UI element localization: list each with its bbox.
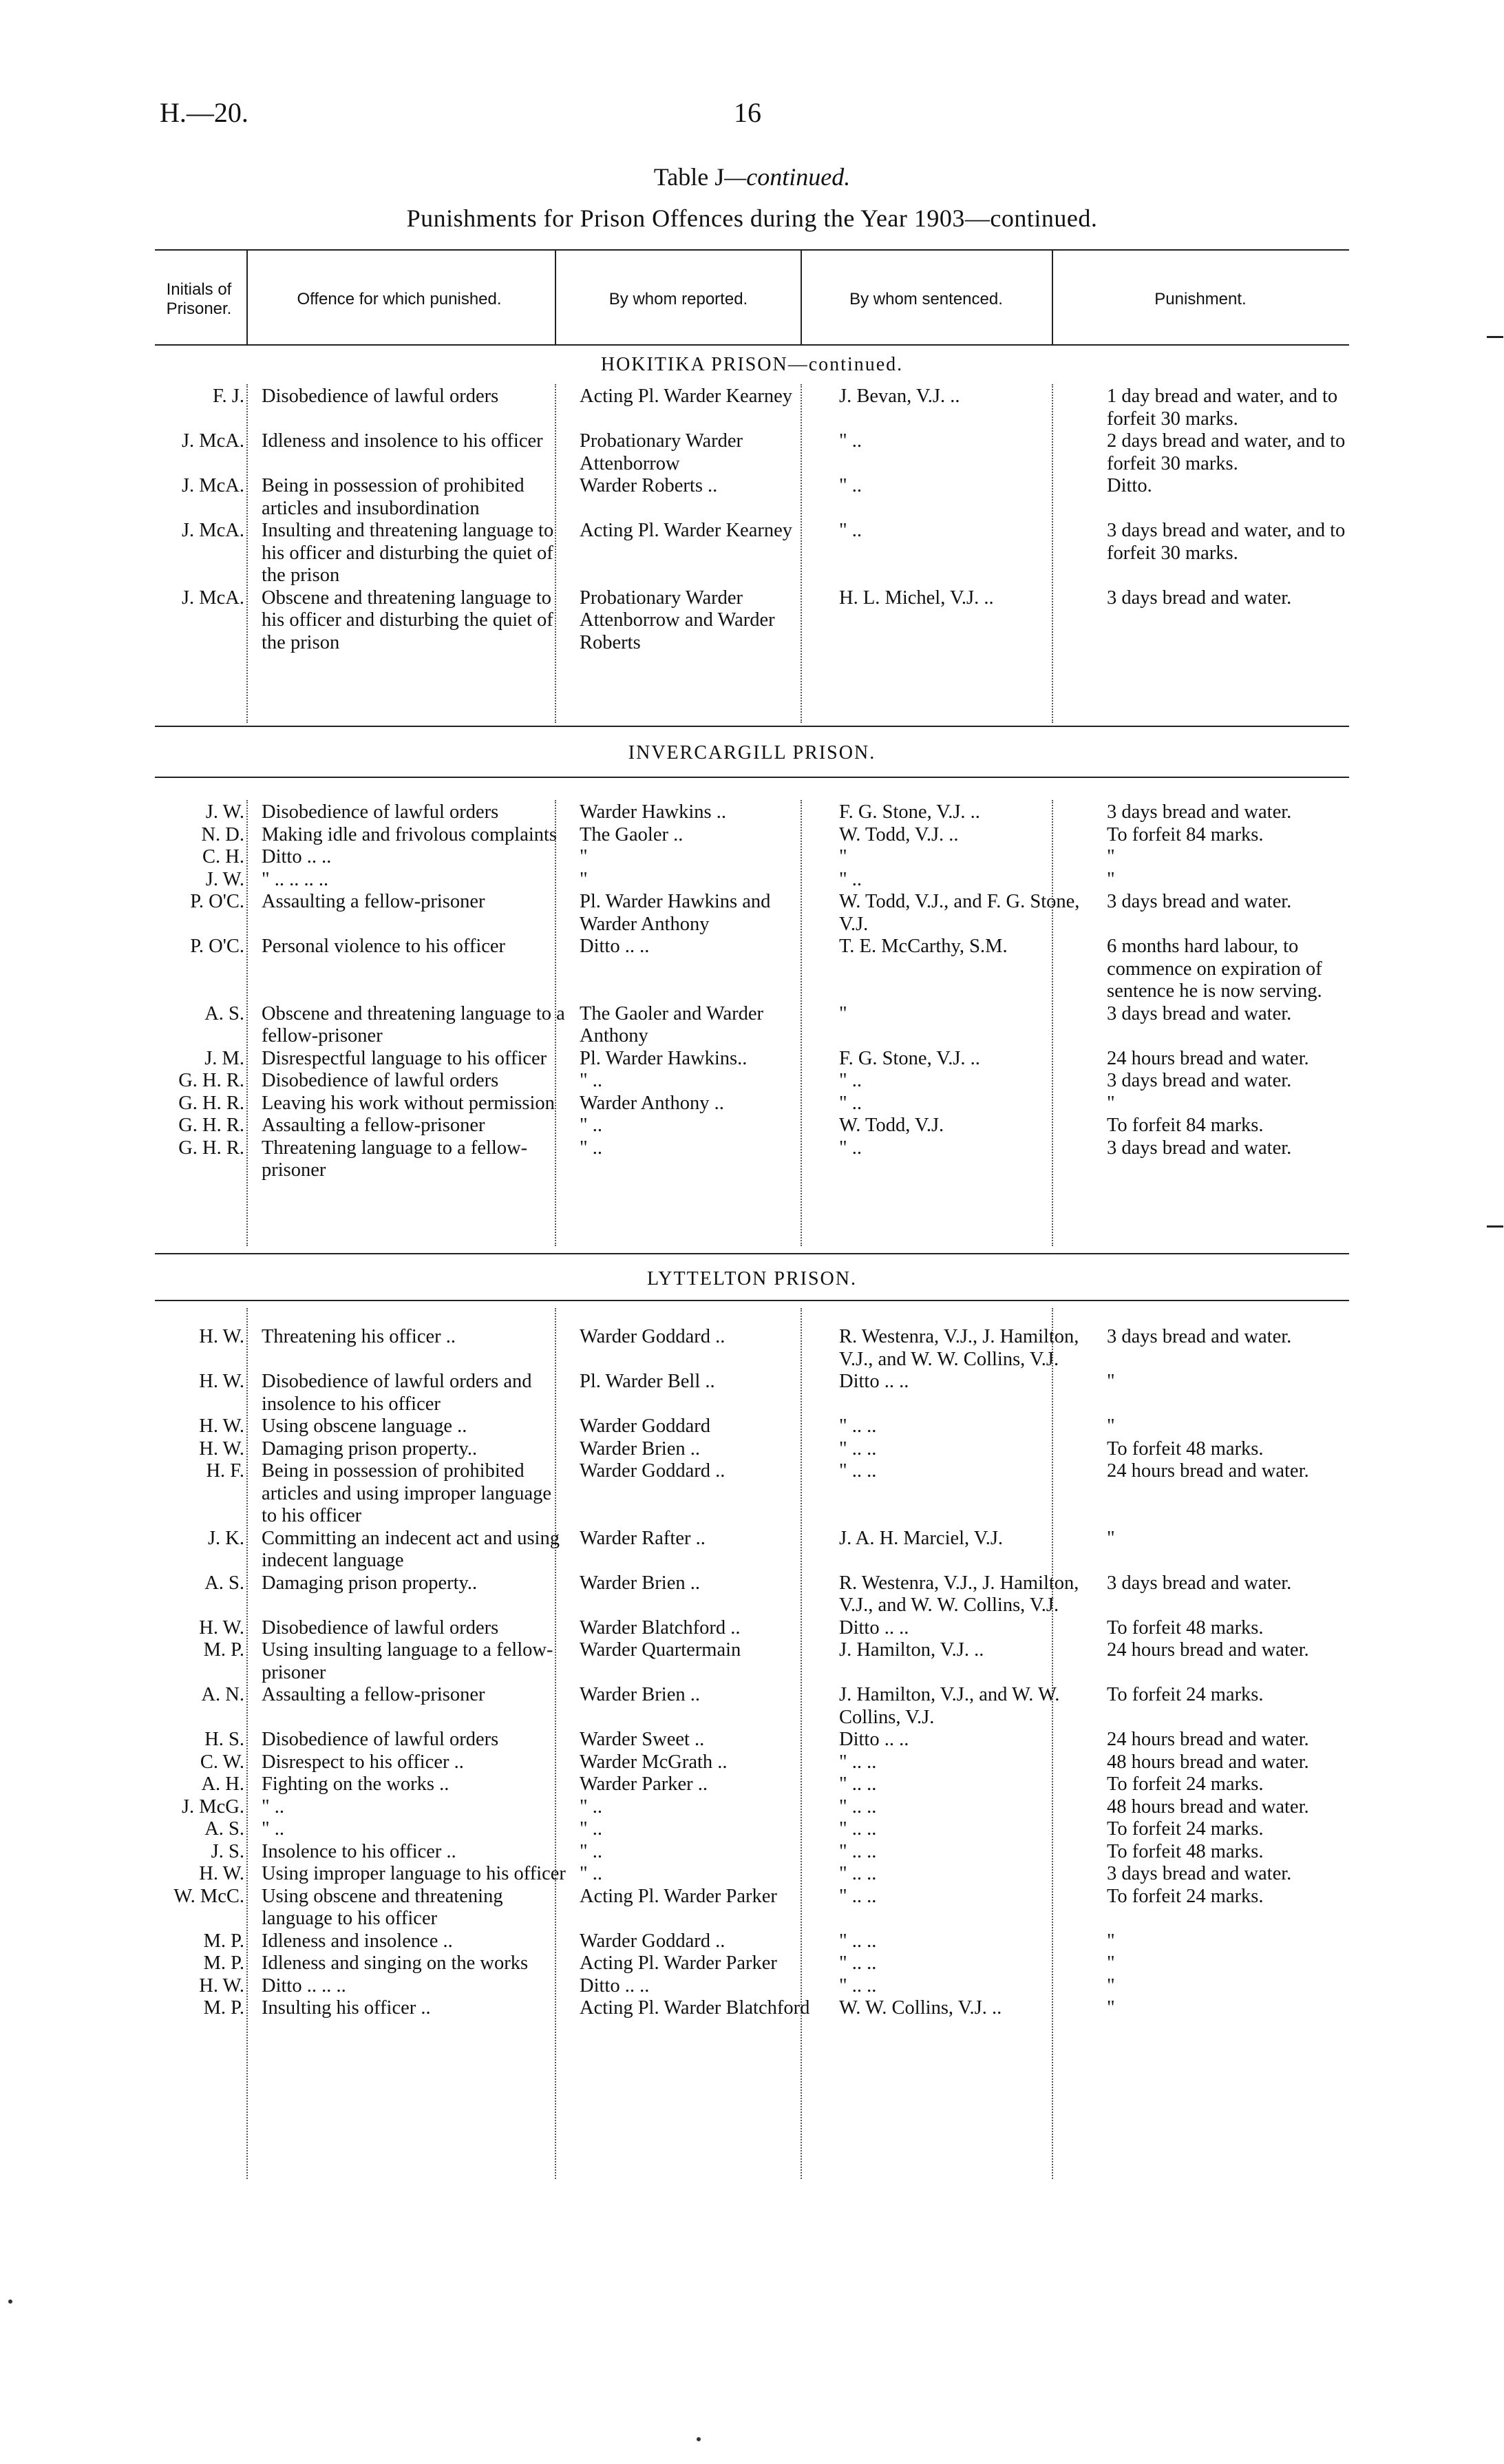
punishment-cell: 3 days bread and water. (1107, 1002, 1292, 1024)
reported-by-cell: Warder Brien .. (580, 1684, 700, 1705)
sentenced-by-cell: " (839, 846, 847, 867)
sentenced-by-cell: " .. (839, 475, 862, 496)
sentenced-by-cell: W. Todd, V.J. (839, 1115, 944, 1136)
sentenced-by-cell: R. Westenra, V.J., J. Hamilton, V.J., and W. W. Collins, V.J. (839, 1326, 1079, 1370)
initials-cell: M. P. (203, 1952, 244, 1974)
initials-cell: N. D. (201, 823, 244, 845)
offence-cell: Being in possession of prohibited articles and using improper language to his officer (262, 1460, 552, 1526)
offence-cell: Insulting and threatening language to his officer and disturbing the quiet of the prison (262, 520, 554, 586)
reported-by-cell: Pl. Warder Bell .. (580, 1371, 715, 1392)
column-header-sentenced: By whom sentenced. (849, 290, 1003, 309)
sentenced-by-cell: " .. .. (839, 1818, 877, 1840)
offence-cell: Ditto .. .. .. (262, 1975, 346, 1997)
column-header-offence: Offence for which punished. (297, 290, 502, 309)
punishment-cell: " (1107, 1092, 1115, 1114)
reported-by-cell: " (580, 846, 588, 867)
initials-cell: G. H. R. (178, 1115, 244, 1136)
punishment-cell: To forfeit 48 marks. (1107, 1840, 1264, 1862)
sentenced-by-cell: J. Hamilton, V.J., and W. W. Collins, V.J. (839, 1684, 1060, 1728)
offence-cell: Damaging prison property.. (262, 1572, 478, 1594)
initials-cell: H. W. (199, 1326, 244, 1347)
punishment-cell: To forfeit 84 marks. (1107, 823, 1264, 845)
reported-by-cell: The Gaoler .. (580, 823, 684, 845)
sentenced-by-cell: H. L. Michel, V.J. .. (839, 587, 994, 609)
offence-cell: Personal violence to his officer (262, 936, 506, 957)
reported-by-cell: Warder Sweet .. (580, 1729, 705, 1750)
initials-cell: M. P. (203, 1997, 244, 2019)
initials-cell: J. W. (205, 801, 244, 823)
punishment-cell: " (1107, 846, 1115, 867)
table-row (0, 1093, 1349, 1115)
offence-cell: Idleness and singing on the works (262, 1952, 529, 1974)
punishment-cell: 3 days bread and water. (1107, 1137, 1292, 1159)
reported-by-cell: " .. (580, 1840, 603, 1862)
reported-by-cell: Probationary Warder Attenborrow (580, 430, 743, 474)
table-row (0, 824, 1349, 847)
sentenced-by-cell: " .. .. (839, 1751, 877, 1773)
initials-cell: J. McA. (181, 430, 244, 452)
table-row (0, 1886, 1349, 1930)
reported-by-cell: Acting Pl. Warder Kearney (580, 520, 792, 541)
offence-cell: Using insulting language to a fellow-prisoner (262, 1639, 553, 1683)
initials-cell: C. W. (200, 1751, 244, 1773)
initials-cell: A. S. (204, 1818, 244, 1840)
table-row (0, 891, 1349, 936)
initials-cell: H. W. (199, 1617, 244, 1639)
reported-by-cell: The Gaoler and Warder Anthony (580, 1002, 764, 1046)
reported-by-cell: Warder Hawkins .. (580, 801, 726, 823)
table-row (0, 1528, 1349, 1572)
table-row (0, 1137, 1349, 1182)
margin-mark (1487, 1225, 1503, 1228)
initials-cell: J. W. (205, 868, 244, 890)
table-row (0, 1773, 1349, 1796)
sentenced-by-cell: F. G. Stone, V.J. .. (839, 1047, 980, 1069)
reported-by-cell: Pl. Warder Hawkins.. (580, 1047, 748, 1069)
initials-cell: A. S. (204, 1572, 244, 1594)
punishment-cell: " (1107, 1371, 1115, 1392)
reported-by-cell: Warder Goddard (580, 1415, 710, 1437)
reported-by-cell: Warder Quartermain (580, 1639, 741, 1661)
punishment-cell: 6 months hard labour, to commence on expiration of sentence he is now serving. (1107, 936, 1322, 1002)
table-row (0, 520, 1349, 587)
punishment-cell: To forfeit 84 marks. (1107, 1115, 1264, 1136)
table-row (0, 1371, 1349, 1415)
offence-cell: Idleness and insolence .. (262, 1930, 453, 1952)
header-divider (1052, 249, 1053, 344)
table-title-suffix: —continued. (724, 163, 851, 191)
sentenced-by-cell: " .. (839, 868, 862, 890)
sentenced-by-cell: T. E. McCarthy, S.M. (839, 936, 1008, 957)
offence-cell: Assaulting a fellow-prisoner (262, 1684, 485, 1705)
offence-cell: Committing an indecent act and using indecent language (262, 1527, 560, 1571)
table-row (0, 1003, 1349, 1048)
offence-cell: Disobedience of lawful orders (262, 1729, 499, 1750)
punishment-cell: 48 hours bread and water. (1107, 1796, 1309, 1818)
reported-by-cell: " (580, 868, 588, 890)
reported-by-cell: " .. (580, 1115, 603, 1136)
initials-cell: J. McA. (181, 475, 244, 496)
offence-cell: Disobedience of lawful orders (262, 1617, 499, 1639)
section-rule (155, 777, 1349, 778)
table-row (0, 1639, 1349, 1684)
reported-by-cell: Warder Roberts .. (580, 475, 718, 496)
table-row (0, 1460, 1349, 1528)
section-title-lyttelton: LYTTELTON PRISON. (647, 1268, 857, 1289)
table-row (0, 1796, 1349, 1819)
reported-by-cell: Warder Goddard .. (580, 1326, 725, 1347)
sentenced-by-cell: J. Hamilton, V.J. .. (839, 1639, 984, 1661)
punishment-cell: " (1107, 1930, 1115, 1952)
sentenced-by-cell: " .. .. (839, 1975, 877, 1997)
sentenced-by-cell: " .. .. (839, 1773, 877, 1795)
table-row (0, 475, 1349, 520)
offence-cell: Disobedience of lawful orders and insolence to his officer (262, 1371, 532, 1415)
sentenced-by-cell: " .. (839, 1137, 862, 1159)
reported-by-cell: Acting Pl. Warder Blatchford (580, 1997, 810, 2019)
punishment-cell: 1 day bread and water, and to forfeit 30 marks. (1107, 386, 1338, 430)
offence-cell: Being in possession of prohibited articles and insubordination (262, 475, 525, 519)
section-title-invercargill: INVERCARGILL PRISON. (628, 742, 876, 764)
page-number: 16 (734, 97, 761, 128)
punishment-cell: 3 days bread and water, and to forfeit 30 marks. (1107, 520, 1346, 564)
section-title-hokitika: HOKITIKA PRISON—continued. (600, 354, 904, 375)
initials-cell: A. N. (201, 1684, 244, 1705)
header-bottom-rule (155, 344, 1349, 346)
table-row (0, 1930, 1349, 1953)
punishment-cell: 3 days bread and water. (1107, 1326, 1292, 1347)
offence-cell: Using improper language to his officer (262, 1863, 566, 1884)
offence-cell: Threatening his officer .. (262, 1326, 456, 1347)
reported-by-cell: " .. (580, 1070, 603, 1091)
reported-by-cell: Warder Rafter .. (580, 1527, 706, 1549)
sentenced-by-cell: " .. .. (839, 1930, 877, 1952)
sentenced-by-cell: Ditto .. .. (839, 1729, 909, 1750)
offence-cell: Using obscene language .. (262, 1415, 467, 1437)
reported-by-cell: Warder Parker .. (580, 1773, 708, 1795)
sentenced-by-cell: " .. .. (839, 1438, 877, 1460)
offence-cell: Insulting his officer .. (262, 1997, 431, 2019)
initials-cell: G. H. R. (178, 1070, 244, 1091)
punishment-cell: " (1107, 1975, 1115, 1997)
table-row (0, 1952, 1349, 1975)
sentenced-by-cell: J. Bevan, V.J. .. (839, 386, 960, 407)
offence-cell: Damaging prison property.. (262, 1438, 478, 1460)
table-row (0, 1572, 1349, 1617)
sentenced-by-cell: J. A. H. Marciel, V.J. (839, 1527, 1004, 1549)
offence-cell: Fighting on the works .. (262, 1773, 449, 1795)
punishment-cell: To forfeit 24 marks. (1107, 1818, 1264, 1840)
punishment-cell: 3 days bread and water. (1107, 1863, 1292, 1884)
punishment-cell: " (1107, 1527, 1115, 1549)
table-row (0, 430, 1349, 475)
table-row (0, 1975, 1349, 1998)
punishment-cell: 3 days bread and water. (1107, 1070, 1292, 1091)
punishment-cell: To forfeit 24 marks. (1107, 1885, 1264, 1907)
table-body-lyttelton (0, 1326, 1349, 2020)
initials-cell: J. McA. (181, 587, 244, 609)
offence-cell: Using obscene and threatening language to his officer (262, 1885, 503, 1929)
initials-cell: H. F. (206, 1460, 244, 1482)
sentenced-by-cell: " .. (839, 1092, 862, 1114)
sentenced-by-cell: R. Westenra, V.J., J. Hamilton, V.J., and W. W. Collins, V.J. (839, 1572, 1079, 1616)
reported-by-cell: Acting Pl. Warder Parker (580, 1885, 777, 1907)
reported-by-cell: Ditto .. .. (580, 1975, 650, 1997)
table-row (0, 1997, 1349, 2020)
offence-cell: Threatening language to a fellow-prisoner (262, 1137, 528, 1181)
reported-by-cell: Warder Anthony .. (580, 1092, 724, 1114)
initials-cell: J. McA. (181, 520, 244, 541)
offence-cell: Disobedience of lawful orders (262, 801, 499, 823)
margin-mark (1487, 336, 1503, 338)
initials-cell: P. O'C. (190, 891, 244, 912)
punishment-cell: 24 hours bread and water. (1107, 1047, 1309, 1069)
table-row (0, 1326, 1349, 1371)
initials-cell: H. S. (204, 1729, 244, 1750)
offence-cell: Making idle and frivolous complaints (262, 823, 558, 845)
offence-cell: " .. (262, 1818, 285, 1840)
page-identifier: H.—20. (160, 97, 248, 128)
sentenced-by-cell: " .. .. (839, 1885, 877, 1907)
table-row (0, 1438, 1349, 1461)
sentenced-by-cell: " .. .. (839, 1460, 877, 1482)
punishment-cell: To forfeit 24 marks. (1107, 1684, 1264, 1705)
reported-by-cell: Warder Blatchford .. (580, 1617, 741, 1639)
table-row (0, 1818, 1349, 1841)
table-row (0, 869, 1349, 892)
reported-by-cell: Warder Brien .. (580, 1438, 700, 1460)
initials-cell: P. O'C. (190, 936, 244, 957)
table-title (0, 162, 1504, 191)
table-row (0, 936, 1349, 1003)
punishment-cell: To forfeit 48 marks. (1107, 1438, 1264, 1460)
column-header-initials: Initials of Prisoner. (166, 280, 232, 318)
punishment-cell: " (1107, 1415, 1115, 1437)
offence-cell: Leaving his work without permission (262, 1092, 555, 1114)
header-divider (246, 249, 248, 344)
header-divider (555, 249, 556, 344)
reported-by-cell: Warder McGrath .. (580, 1751, 728, 1773)
table-body-invercargill (0, 801, 1349, 1182)
initials-cell: J. M. (204, 1047, 244, 1069)
table-row (0, 1415, 1349, 1438)
table-title-main: Table J (653, 163, 725, 191)
table-row (0, 1048, 1349, 1071)
sentenced-by-cell: " .. .. (839, 1415, 877, 1437)
punishment-cell: 3 days bread and water. (1107, 587, 1292, 609)
reported-by-cell: Ditto .. .. (580, 936, 650, 957)
punishment-cell: To forfeit 24 marks. (1107, 1773, 1264, 1795)
table-row (0, 801, 1349, 824)
initials-cell: H. W. (199, 1975, 244, 1997)
sentenced-by-cell: F. G. Stone, V.J. .. (839, 801, 980, 823)
punishment-cell: Ditto. (1107, 475, 1152, 496)
table-row (0, 1115, 1349, 1137)
section-rule (155, 1300, 1349, 1301)
punishment-cell: 3 days bread and water. (1107, 1572, 1292, 1594)
sentenced-by-cell: W. W. Collins, V.J. .. (839, 1997, 1002, 2019)
table-row (0, 1684, 1349, 1729)
offence-cell: " .. .. .. .. (262, 868, 329, 890)
initials-cell: A. H. (201, 1773, 244, 1795)
initials-cell: J. K. (207, 1527, 244, 1549)
punishment-cell: 3 days bread and water. (1107, 801, 1292, 823)
initials-cell: H. W. (199, 1863, 244, 1884)
table-row (0, 1751, 1349, 1774)
table-row (0, 846, 1349, 869)
section-rule (155, 726, 1349, 727)
initials-cell: F. J. (212, 386, 244, 407)
reported-by-cell: Warder Goddard .. (580, 1930, 725, 1952)
table-row (0, 1617, 1349, 1640)
reported-by-cell: Probationary Warder Attenborrow and Warder Roberts (580, 587, 775, 653)
punishment-cell: 3 days bread and water. (1107, 891, 1292, 912)
initials-cell: M. P. (203, 1639, 244, 1661)
initials-cell: J. McG. (181, 1796, 244, 1818)
column-header-reported: By whom reported. (608, 290, 748, 309)
section-rule (155, 1253, 1349, 1254)
table-row (0, 587, 1349, 655)
offence-cell: Ditto .. .. (262, 846, 332, 867)
punishment-cell: 48 hours bread and water. (1107, 1751, 1309, 1773)
sentenced-by-cell: " .. (839, 1070, 862, 1091)
offence-cell: Insolence to his officer .. (262, 1840, 456, 1862)
offence-cell: Obscene and threatening language to a fellow-prisoner (262, 1002, 565, 1046)
reported-by-cell: Pl. Warder Hawkins and Warder Anthony (580, 891, 771, 935)
initials-cell: W. McC. (173, 1885, 244, 1907)
punishment-cell: To forfeit 48 marks. (1107, 1617, 1264, 1639)
initials-cell: H. W. (199, 1438, 244, 1460)
sentenced-by-cell: W. Todd, V.J., and F. G. Stone, V.J. (839, 891, 1080, 935)
initials-cell: C. H. (202, 846, 244, 867)
offence-cell: Obscene and threatening language to his officer and disturbing the quiet of the prison (262, 587, 553, 653)
scan-speck (8, 2299, 12, 2304)
reported-by-cell: " .. (580, 1863, 603, 1884)
reported-by-cell: " .. (580, 1796, 603, 1818)
sentenced-by-cell: Ditto .. .. (839, 1617, 909, 1639)
punishment-cell: " (1107, 868, 1115, 890)
initials-cell: G. H. R. (178, 1092, 244, 1114)
sentenced-by-cell: " .. .. (839, 1796, 877, 1818)
offence-cell: Assaulting a fellow-prisoner (262, 891, 485, 912)
table-row (0, 1863, 1349, 1886)
reported-by-cell: Warder Brien .. (580, 1572, 700, 1594)
punishment-cell: 24 hours bread and water. (1107, 1729, 1309, 1750)
sentenced-by-cell: Ditto .. .. (839, 1371, 909, 1392)
offence-cell: Disobedience of lawful orders (262, 386, 499, 407)
initials-cell: H. W. (199, 1371, 244, 1392)
table-row (0, 1841, 1349, 1864)
table-subtitle: Punishments for Prison Offences during the Year 1903—continued. (406, 204, 1098, 232)
offence-cell: Disobedience of lawful orders (262, 1070, 499, 1091)
table-row (0, 386, 1349, 430)
column-header-punishment: Punishment. (1154, 290, 1247, 309)
reported-by-cell: Acting Pl. Warder Parker (580, 1952, 777, 1974)
punishment-cell: 24 hours bread and water. (1107, 1639, 1309, 1661)
scan-speck (697, 2437, 701, 2441)
reported-by-cell: Warder Goddard .. (580, 1460, 725, 1482)
sentenced-by-cell: " (839, 1002, 847, 1024)
sentenced-by-cell: W. Todd, V.J. .. (839, 823, 959, 845)
reported-by-cell: Acting Pl. Warder Kearney (580, 386, 792, 407)
offence-cell: Disrespect to his officer .. (262, 1751, 464, 1773)
punishment-cell: " (1107, 1997, 1115, 2019)
initials-cell: A. S. (204, 1002, 244, 1024)
sentenced-by-cell: " .. .. (839, 1863, 877, 1884)
header-divider (801, 249, 802, 344)
offence-cell: " .. (262, 1796, 285, 1818)
offence-cell: Disrespectful language to his officer (262, 1047, 547, 1069)
initials-cell: M. P. (203, 1930, 244, 1952)
reported-by-cell: " .. (580, 1137, 603, 1159)
offence-cell: Assaulting a fellow-prisoner (262, 1115, 485, 1136)
table-body-hokitika (0, 386, 1349, 654)
initials-cell: H. W. (199, 1415, 244, 1437)
sentenced-by-cell: " .. (839, 520, 862, 541)
initials-cell: J. S. (211, 1840, 244, 1862)
sentenced-by-cell: " .. .. (839, 1952, 877, 1974)
punishment-cell: 2 days bread and water, and to forfeit 30 marks. (1107, 430, 1346, 474)
punishment-cell: 24 hours bread and water. (1107, 1460, 1309, 1482)
reported-by-cell: " .. (580, 1818, 603, 1840)
sentenced-by-cell: " .. (839, 430, 862, 452)
table-row (0, 1070, 1349, 1093)
sentenced-by-cell: " .. .. (839, 1840, 877, 1862)
initials-cell: G. H. R. (178, 1137, 244, 1159)
table-row (0, 1729, 1349, 1751)
punishment-cell: " (1107, 1952, 1115, 1974)
offence-cell: Idleness and insolence to his officer (262, 430, 543, 452)
header-top-rule (155, 249, 1349, 251)
